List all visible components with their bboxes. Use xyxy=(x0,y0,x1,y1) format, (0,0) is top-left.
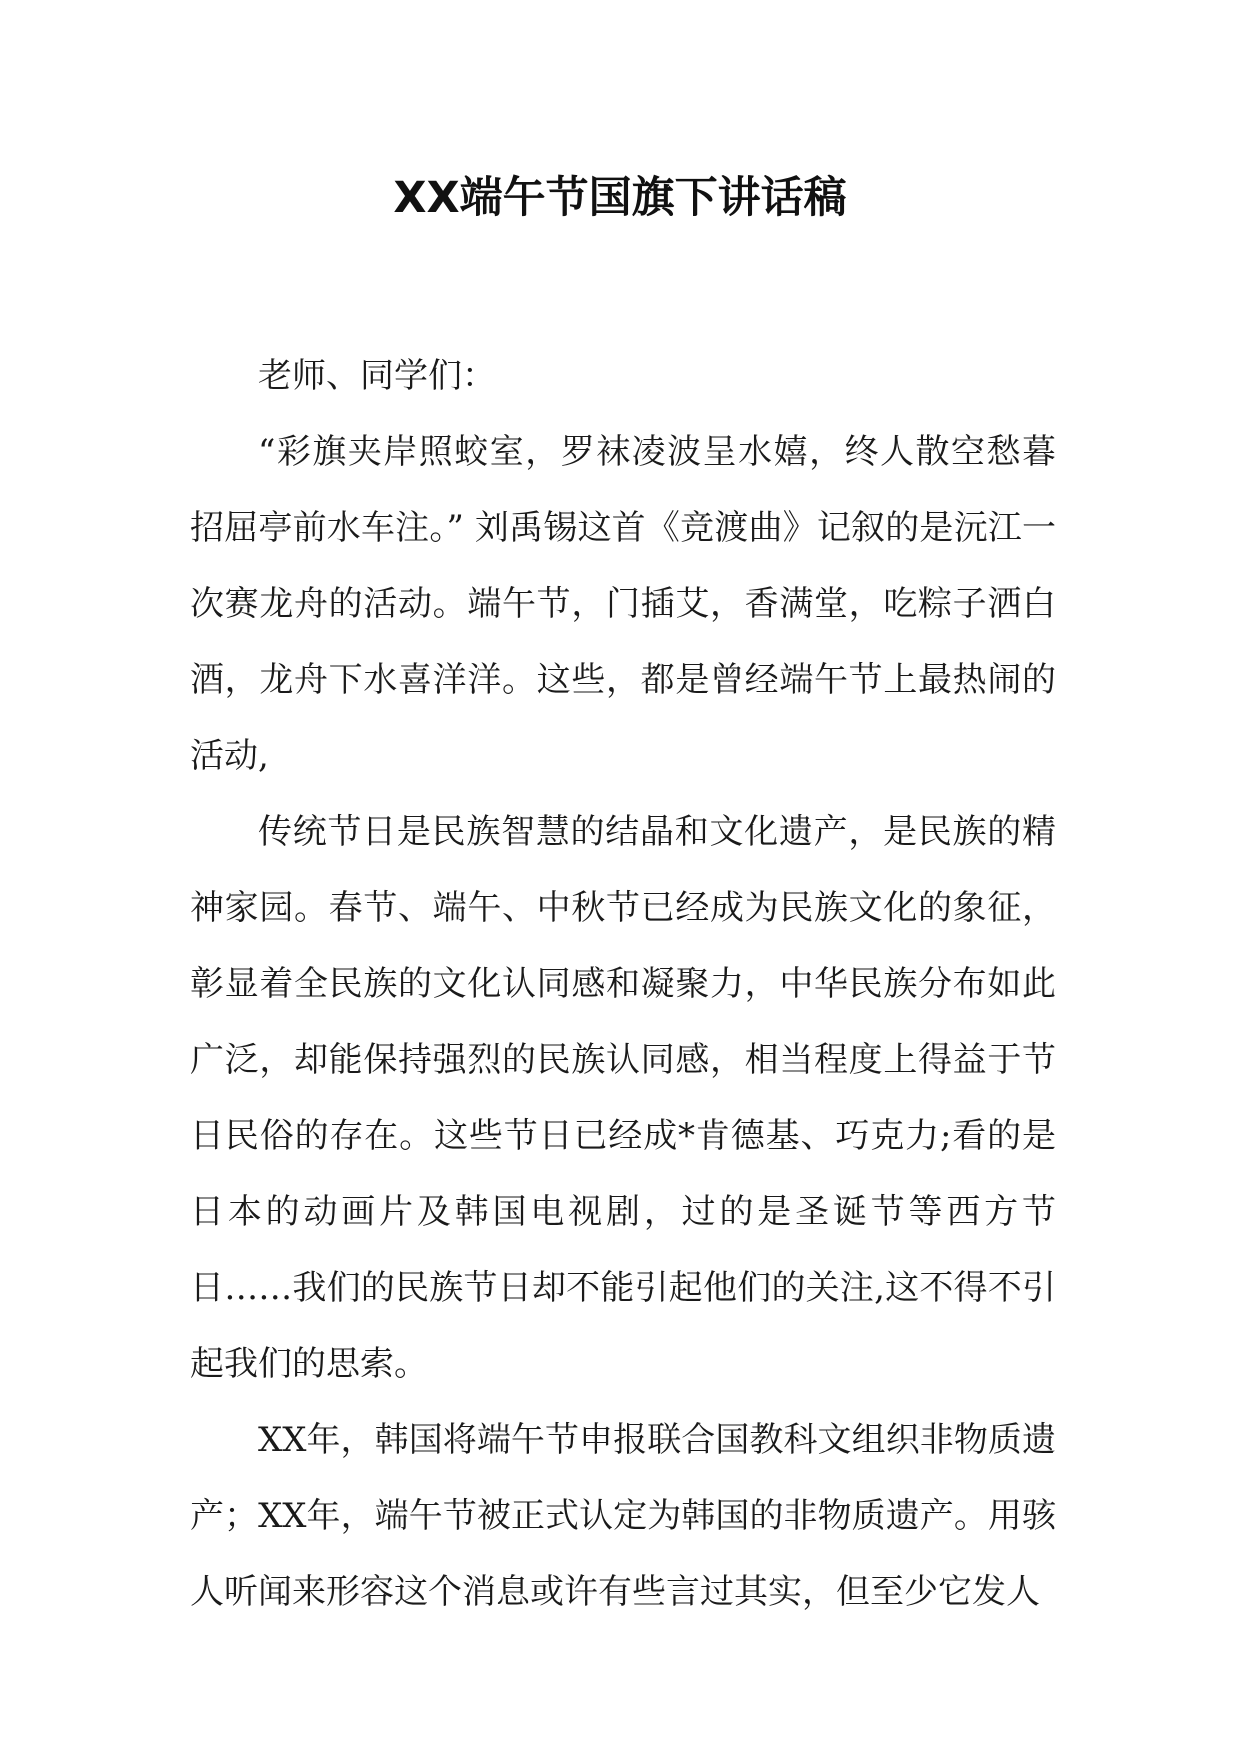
document-body xyxy=(190,338,1056,1630)
paragraph-1: “彩旗夹岸照蛟室，罗袜凌波呈水嬉，终人散空愁暮 招屈亭前水车注。” 刘禹锡这首《竞渡曲》记叙的是沅江一次赛龙舟的活动。端午节，门插艾，香满堂，吃粽子洒白酒，龙舟下水喜洋洋。这些，都是曾经端午节上最热闹的活动, xyxy=(190,432,1056,776)
paragraph-2: 传统节日是民族智慧的结晶和文化遗产，是民族的精神家园。春节、端午、中秋节已经成为民族文化的象征，彰显着全民族的文化认同感和凝聚力，中华民族分布如此广泛，却能保持强烈的民族认同感，相当程度上得益于节日民俗的存在。这些节日已经成*肯德基、巧克力;看的是日本的动画片及韩国电视剧，过的是圣诞节等西方节日……我们的民族节日却不能引起他们的关注,这不得不引起我们的思索。 xyxy=(190,812,1056,1384)
document-title: XX端午节国旗下讲话稿 xyxy=(393,173,847,223)
paragraph-3: XX年，韩国将端午节申报联合国教科文组织非物质遗产；XX年，端午节被正式认定为韩国的非物质遗产。用骇人听闻来形容这个消息或许有些言过其实，但至少它发人 xyxy=(190,1420,1056,1612)
greeting: 老师、同学们： xyxy=(258,356,496,396)
